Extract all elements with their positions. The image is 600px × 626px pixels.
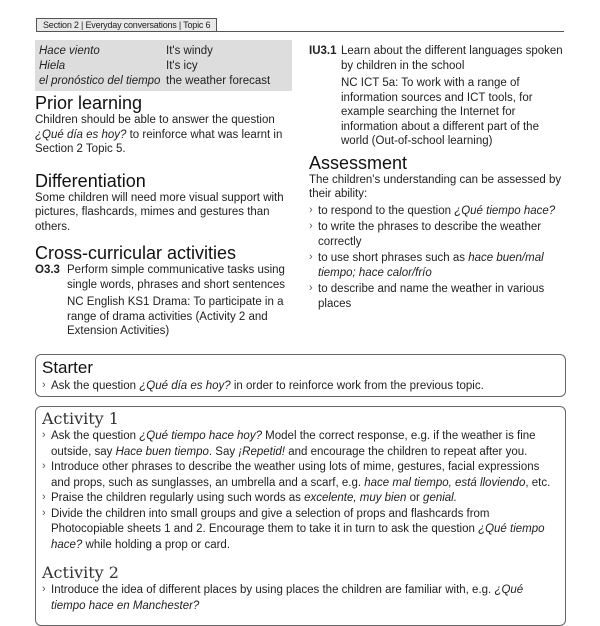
vocabulary-table (35, 40, 292, 91)
right-column (309, 44, 569, 311)
differentiation-text: Some children will need more visual support with pictures, flashcards, mimes and gestures than others. (35, 191, 284, 233)
vocab-spanish: Hiela (39, 60, 66, 72)
nc-english-text: NC English KS1 Drama: To participate in a range of drama activities (Activity 2 and Extension Activities) (67, 296, 284, 337)
vocab-english: It's windy (166, 45, 213, 57)
iu-code: IU3.1 (309, 45, 337, 57)
list-item: › Ask the question ¿Qué tiempo hace hoy? Model the correct response, e.g. if the weather is fine outside, say Hace buen tiempo. Say ¡Repetid! and encourage the children to repeat after you. (42, 429, 559, 460)
assessment-intro: The children's understanding can be assessed by their ability: (309, 173, 562, 200)
objective-text: Perform simple communicative tasks using single words, phrases and short sentences (67, 264, 285, 291)
list-item: › Introduce the idea of different places by using places the children are familiar with, e.g. ¿Qué tiempo hace en Manchester? (42, 583, 559, 614)
list-item: › to respond to the question ¿Qué tiempo hace? (309, 204, 569, 219)
vocab-english: the weather forecast (166, 75, 271, 87)
list-item: › Praise the children regularly using such words as excelente, muy bien or genial. (42, 491, 559, 507)
activity-1-heading: Activity 1 (42, 409, 119, 428)
left-column (35, 40, 293, 339)
list-item: › Introduce other phrases to describe the weather using lots of mime, gestures, facial expressions and props, such as sunglasses, an umbrella and a scarf, e.g. hace mal tiempo, está lloviendo, etc. (42, 460, 559, 491)
list-item: › to describe and name the weather in various places (309, 282, 569, 311)
header-rule (36, 31, 564, 32)
assessment-list (309, 204, 569, 312)
vocab-row (39, 59, 288, 74)
list-item: › to write the phrases to describe the weather correctly (309, 220, 569, 249)
starter-list (42, 379, 559, 395)
vocab-english: It's icy (166, 60, 198, 72)
cross-curricular-objective (35, 263, 293, 292)
objective-code: O3.3 (35, 264, 60, 276)
activity-2-heading: Activity 2 (42, 563, 119, 582)
iu-objective (309, 44, 569, 73)
vocab-spanish: el pronóstico del tiempo (39, 75, 161, 87)
prior-learning-text: Children should be able to answer the question ¿Qué día es hoy? to reinforce what was learnt in Section 2 Topic 5. (35, 114, 283, 155)
activity-box (35, 406, 566, 626)
activity-2-list (42, 583, 559, 614)
activity-1-list (42, 429, 559, 553)
vocab-spanish: Hace viento (39, 45, 100, 57)
list-item: › to use short phrases such as hace buen/mal tiempo; hace calor/frío (309, 251, 569, 280)
breadcrumb: Section 2 | Everyday conversations | Topic 6 (36, 18, 217, 31)
list-item: › Divide the children into small groups and give a selection of props and flashcards from Photocopiable sheets 1 and 2. Encourage them to take it in turn to ask the question ¿Qué tiempo hace? while holding a prop or card. (42, 507, 559, 554)
starter-box (35, 354, 566, 397)
assessment-heading: Assessment (309, 152, 408, 173)
cross-curricular-heading: Cross-curricular activities (35, 243, 237, 263)
starter-heading: Starter (42, 358, 94, 377)
vocab-row (39, 74, 288, 89)
list-item: › Ask the question ¿Qué día es hoy? in order to reinforce work from the previous topic. (42, 379, 559, 395)
nc-ict-text: NC ICT 5a: To work with a range of information sources and ICT tools, for example searching the Internet for information about a different part of the world (Out-of-school learning) (341, 77, 539, 147)
differentiation-heading: Differentiation (35, 170, 146, 191)
vocab-row (39, 44, 288, 59)
prior-learning-heading: Prior learning (35, 93, 143, 113)
iu-text: Learn about the different languages spoken by children in the school (341, 45, 563, 72)
